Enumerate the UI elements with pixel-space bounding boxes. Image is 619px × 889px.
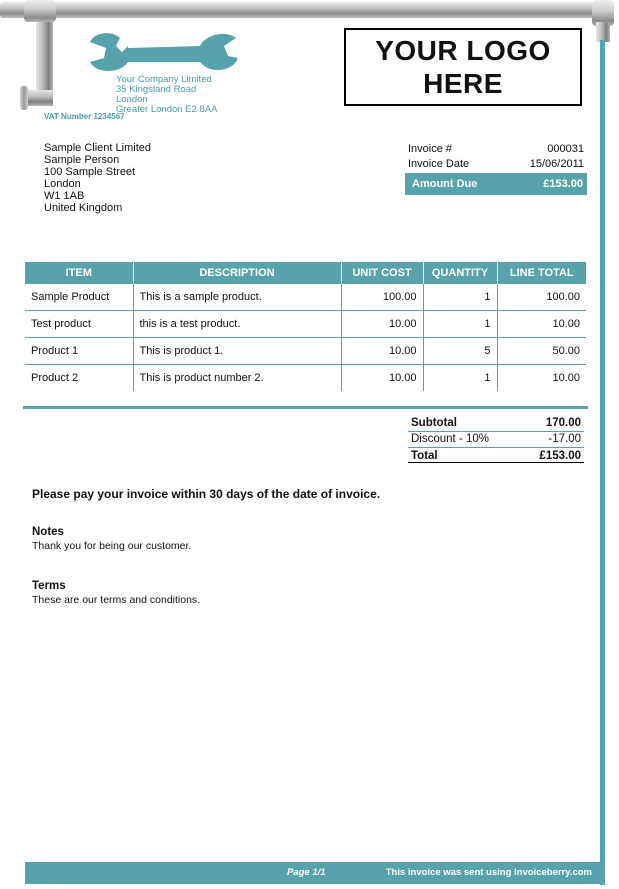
header-item: ITEM <box>25 262 133 284</box>
subtotal-label: Subtotal <box>411 417 457 429</box>
cell-item: Sample Product <box>25 284 133 311</box>
invoice-date: 15/06/2011 <box>529 158 584 170</box>
table-row <box>25 338 586 365</box>
cell-description: This is product 1. <box>133 338 341 365</box>
company-address-line3: Greater London E2 8AA <box>116 104 218 115</box>
cell-description: This is a sample product. <box>133 284 341 311</box>
cell-unit-cost: 10.00 <box>341 365 423 392</box>
discount-value: -17.00 <box>548 433 581 445</box>
discount-row <box>408 432 584 448</box>
cell-item: Product 1 <box>25 338 133 365</box>
notes-body: Thank you for being our customer. <box>32 540 192 552</box>
table-row <box>25 365 586 392</box>
discount-label: Discount - 10% <box>411 433 489 445</box>
header-unit-cost: UNIT COST <box>341 262 423 284</box>
cell-unit-cost: 10.00 <box>341 338 423 365</box>
totals-block <box>408 416 584 463</box>
amount-due-row <box>405 173 587 195</box>
cell-description: this is a test product. <box>133 311 341 338</box>
client-city: London <box>44 178 81 190</box>
cell-line-total: 50.00 <box>497 338 586 365</box>
client-street: 100 Sample Street <box>44 166 136 178</box>
payment-note: Please pay your invoice within 30 days of the date of invoice. <box>32 487 381 501</box>
pipe-cap-decoration <box>20 86 28 110</box>
cell-item: Test product <box>25 311 133 338</box>
amount-due-label: Amount Due <box>412 178 478 190</box>
invoice-number: 000031 <box>547 143 584 155</box>
accent-bar-right <box>600 40 605 885</box>
cell-quantity: 1 <box>423 365 497 392</box>
cell-unit-cost: 10.00 <box>341 311 423 338</box>
footer-sent-link[interactable]: This invoice was sent using Invoiceberry.com <box>385 867 592 878</box>
header-description: DESCRIPTION <box>133 262 341 284</box>
total-row <box>408 448 584 463</box>
client-person: Sample Person <box>44 154 120 166</box>
company-address-line2: London <box>116 94 148 105</box>
logo-placeholder <box>344 28 582 106</box>
pipe-right-decoration <box>596 22 610 42</box>
header-quantity: QUANTITY <box>423 262 497 284</box>
page-indicator: Page 1/1 <box>287 867 326 878</box>
client-address <box>44 142 151 214</box>
client-postcode: W1 1AB <box>44 190 85 202</box>
subtotal-value: 170.00 <box>545 417 581 429</box>
notes-heading: Notes <box>32 526 64 538</box>
header-line-total: LINE TOTAL <box>497 262 586 284</box>
terms-section <box>32 580 200 606</box>
cell-item: Product 2 <box>25 365 133 392</box>
notes-section <box>32 526 191 552</box>
invoice-date-label: Invoice Date <box>408 158 470 170</box>
line-items-table <box>25 262 586 391</box>
cell-unit-cost: 100.00 <box>341 284 423 311</box>
invoice-number-row <box>405 142 587 157</box>
client-company: Sample Client Limited <box>44 142 151 154</box>
cell-line-total: 10.00 <box>497 311 586 338</box>
table-row <box>25 284 586 311</box>
pipe-joint-left-decoration <box>24 0 56 22</box>
logo-line2: HERE <box>423 68 503 99</box>
pipe-top-decoration <box>0 2 612 18</box>
logo-line1: YOUR LOGO <box>375 35 551 66</box>
terms-body: These are our terms and conditions. <box>32 594 201 606</box>
amount-due-value: £153.00 <box>543 178 583 190</box>
wrench-icon <box>88 30 240 76</box>
cell-line-total: 10.00 <box>552 372 580 384</box>
footer-bar <box>25 862 600 884</box>
client-country: United Kingdom <box>44 202 123 214</box>
cell-quantity: 1 <box>423 311 497 338</box>
cell-description: This is product number 2. <box>133 365 341 392</box>
company-address-line1: 35 Kingsland Road <box>116 84 197 95</box>
section-divider <box>23 406 588 409</box>
company-name: Your Company Limited <box>116 74 212 85</box>
company-address <box>116 75 217 115</box>
table-row <box>25 311 586 338</box>
invoice-number-label: Invoice # <box>408 143 453 155</box>
subtotal-row <box>408 416 584 432</box>
cell-line-total: 100.00 <box>497 284 586 311</box>
total-label: Total <box>411 450 438 462</box>
cell-quantity: 1 <box>423 284 497 311</box>
table-header-row <box>25 262 586 284</box>
terms-heading: Terms <box>32 580 66 592</box>
invoice-meta <box>405 142 587 195</box>
cell-quantity: 5 <box>423 338 497 365</box>
total-value: £153.00 <box>539 450 581 462</box>
vat-number: VAT Number 1234567 <box>44 112 125 121</box>
invoice-date-row <box>405 157 587 172</box>
